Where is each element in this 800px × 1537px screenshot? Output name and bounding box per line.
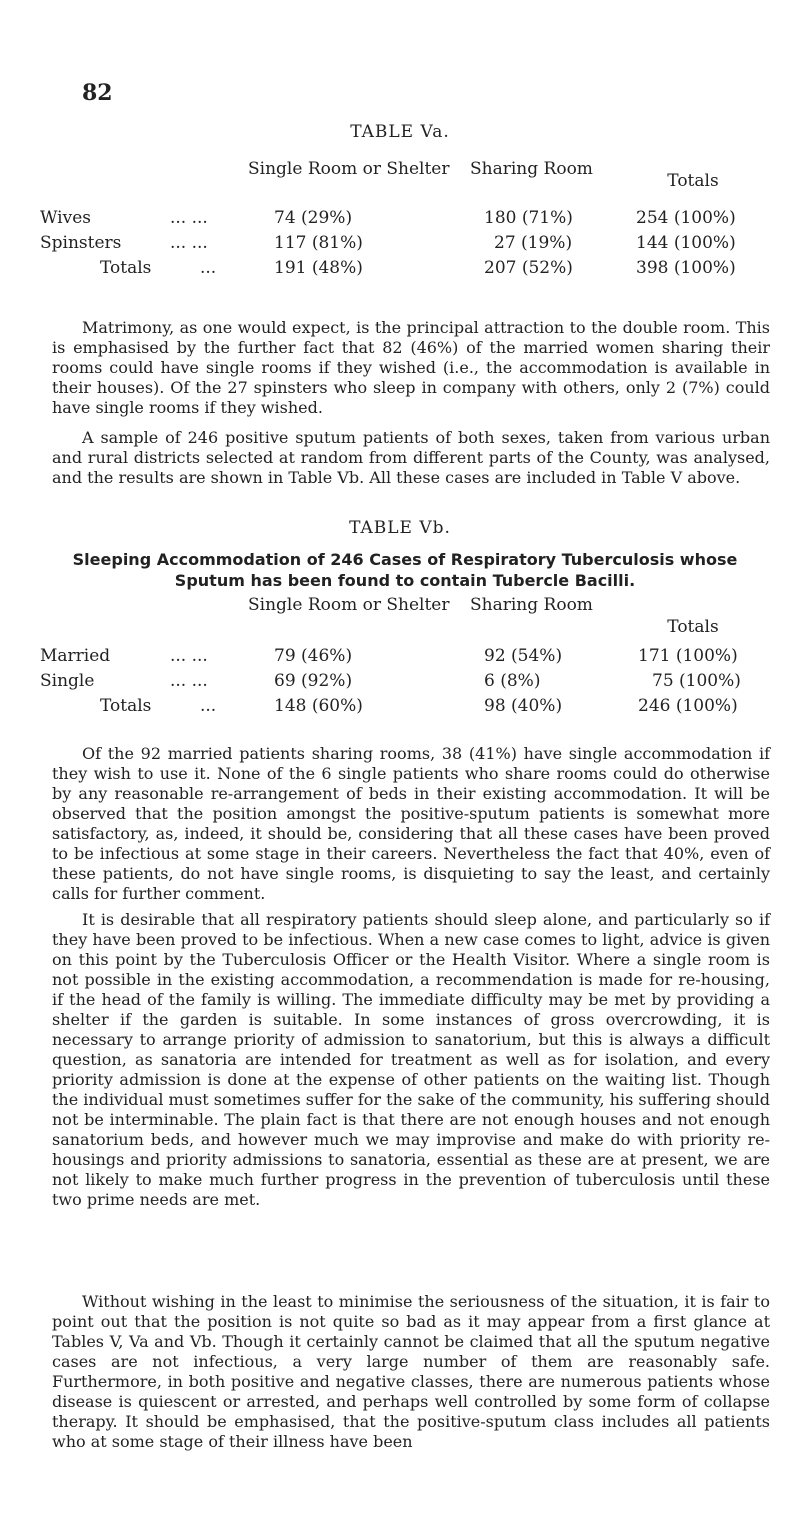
row-label: Married <box>40 646 111 666</box>
cell-single: 148 (60%) <box>274 696 363 716</box>
table-va-title: TABLE Va. <box>350 122 450 142</box>
cell-sharing: 98 (40%) <box>484 696 563 716</box>
cell-total: 171 (100%) <box>638 646 738 666</box>
row-leader: ... <box>200 258 217 278</box>
cell-sharing: 207 (52%) <box>484 258 573 278</box>
paragraph-without-wishing: Without wishing in the least to minimise the seriousness of the situation, it is fair to point out that the position is not quite so bad as it may appear from a first glance at Tables V, Va and Vb. Though it certainly cannot be claimed that all the sputum negative cases are not infectious, a very large number of them are reasonably safe. Furthermore, in both positive and negative classes, there are numerous patients whose disease is quiescent or arrested, and perhaps well controlled by some form of collapse therapy. It should be emphasised, that the positive-sputum class includes all patients who at some stage of their illness have been <box>52 1292 770 1451</box>
row-label: Single <box>40 671 95 691</box>
row-leader: ... ... <box>170 646 208 666</box>
table-vb-header-single: Single Room or Shelter <box>248 595 450 615</box>
row-leader: ... <box>200 696 217 716</box>
row-label: Totals <box>100 258 152 278</box>
paragraph-desirable: It is desirable that all respiratory patients should sleep alone, and particularly so if they have been proved to be infectious. When a new case comes to light, advice is given on this point by the Tuberculosis Officer or the Health Visitor. Where a single room is not possible in the existing accommodation, a recommendation is made for re-housing, if the head of the family is willing. The immediate difficulty may be met by providing a shelter if the garden is suitable. In some instances of gross overcrowding, it is necessary to arrange priority of admission to sanatorium, but this is always a difficult question, as sanatoria are intended for treatment as well as for isolation, and every priority admission is done at the expense of other patients on the waiting list. Though the individual must sometimes suffer for the sake of the community, his suffering should not be interminable. The plain fact is that there are not enough houses and not enough sanatorium beds, and however much we may improvise and make do with priority re-housings and priority admissions to sanatoria, essential as these are at present, we are not likely to make much further progress in the prevention of tuberculosis until these two prime needs are met. <box>52 910 770 1209</box>
cell-single: 79 (46%) <box>274 646 353 666</box>
cell-sharing: 27 (19%) <box>494 233 573 253</box>
cell-single: 69 (92%) <box>274 671 353 691</box>
page-number: 82 <box>82 80 113 106</box>
table-vb-title: TABLE Vb. <box>349 518 451 538</box>
cell-total: 246 (100%) <box>638 696 738 716</box>
row-leader: ... ... <box>170 208 208 228</box>
table-vb-caption-line2: Sputum has been found to contain Tubercle Bacilli. <box>174 570 636 590</box>
cell-total: 398 (100%) <box>636 258 736 278</box>
table-va <box>40 160 770 300</box>
row-label: Wives <box>40 208 91 228</box>
table-va-header-single: Single Room or Shelter <box>248 159 450 179</box>
row-leader: ... ... <box>170 233 208 253</box>
table-vb-caption <box>40 550 770 592</box>
table-vb <box>40 596 770 716</box>
row-label: Totals <box>100 696 152 716</box>
table-vb-caption-line1: Sleeping Accommodation of 246 Cases of Respiratory Tuberculosis whose <box>72 550 738 569</box>
cell-total: 144 (100%) <box>636 233 736 253</box>
table-vb-header-sharing: Sharing Room <box>470 595 593 615</box>
cell-single: 117 (81%) <box>274 233 363 253</box>
table-va-header-totals: Totals <box>667 171 719 191</box>
paragraph-sample: A sample of 246 positive sputum patients of both sexes, taken from various urban and rural districts selected at random from different parts of the County, was analysed, and the results are shown in Table Vb. All these cases are included in Table V above. <box>52 428 770 487</box>
row-label: Spinsters <box>40 233 122 253</box>
cell-total: 75 (100%) <box>652 671 741 691</box>
cell-sharing: 92 (54%) <box>484 646 563 666</box>
cell-sharing: 180 (71%) <box>484 208 573 228</box>
paragraph-matrimony: Matrimony, as one would expect, is the principal attraction to the double room. This is emphasised by the further fact that 82 (46%) of the married women sharing their rooms could have single rooms if they wished (i.e., the accommodation is available in their houses). Of the 27 spinsters who sleep in company with others, only 2 (7%) could have single rooms if they wished. <box>52 318 770 417</box>
table-vb-header-totals: Totals <box>667 617 719 637</box>
paragraph-married-patients: Of the 92 married patients sharing rooms, 38 (41%) have single accommodation if they wish to use it. None of the 6 single patients who share rooms could do otherwise by any reasonable re-arrangement of beds in their existing accommodation. It will be observed that the position amongst the positive-sputum patients is somewhat more satisfactory, as, indeed, it should be, considering that all these cases have been proved to be infectious at some stage in their careers. Nevertheless the fact that 40%, even of these patients, do not have single rooms, is disquieting to say the least, and certainly calls for further comment. <box>52 744 770 903</box>
cell-sharing: 6 (8%) <box>484 671 541 691</box>
cell-single: 74 (29%) <box>274 208 353 228</box>
row-leader: ... ... <box>170 671 208 691</box>
table-va-header-sharing: Sharing Room <box>470 159 593 179</box>
cell-single: 191 (48%) <box>274 258 363 278</box>
cell-total: 254 (100%) <box>636 208 736 228</box>
